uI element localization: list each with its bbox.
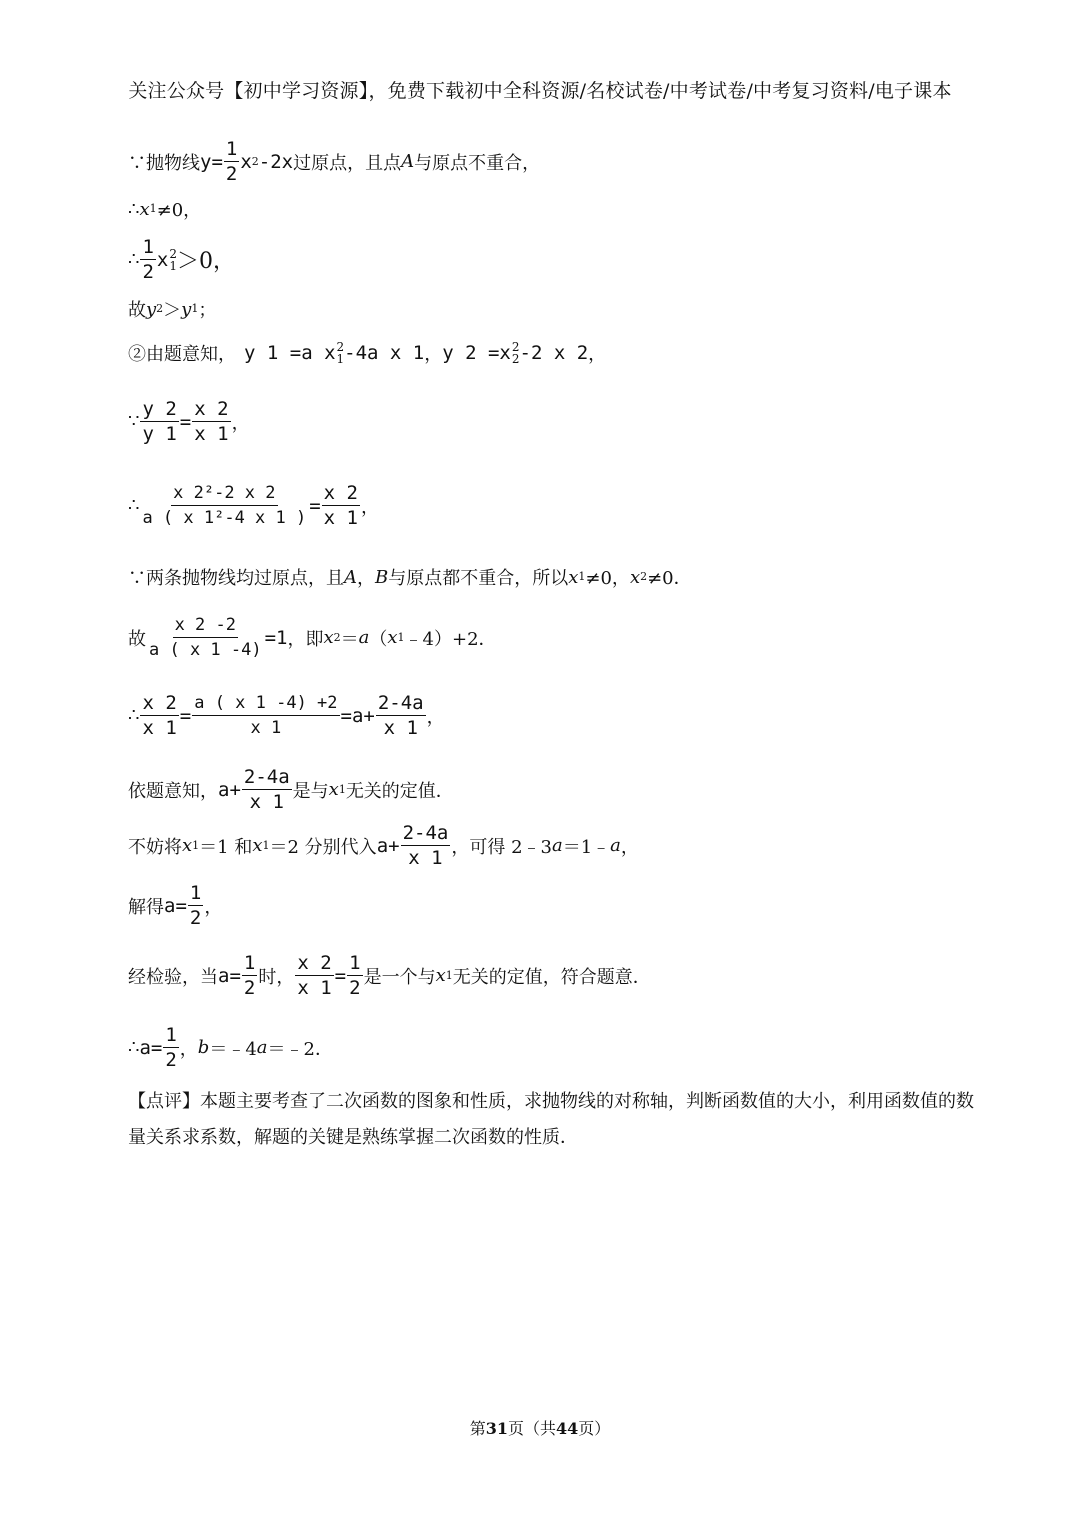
fraction	[140, 236, 155, 283]
numerator: x 2²-2 x 2	[171, 482, 277, 506]
text: ＝﹣4	[209, 1038, 257, 1060]
denominator: 2	[225, 163, 238, 185]
review-comment: 【点评】本题主要考查了二次函数的图象和性质，求抛物线的对称轴，判断函数值的大小，利用函数值的数量关系求系数，解题的关键是熟练掌握二次函数的性质．	[128, 1091, 974, 1148]
var-x: x	[435, 965, 446, 986]
subscript: 1	[169, 258, 177, 273]
var-x: x	[252, 835, 263, 856]
text: ＝1﹣	[562, 836, 611, 858]
numerator: 2-4a	[402, 822, 449, 844]
sup-sub	[169, 248, 177, 272]
var-x: x	[156, 248, 169, 271]
text: ＝1 和	[199, 836, 253, 858]
text: 无关的定值，符合题意．	[452, 966, 651, 988]
denominator: x 1	[142, 717, 177, 739]
equals: =	[179, 410, 192, 433]
fraction	[242, 766, 292, 813]
text: ≠0．	[647, 568, 692, 589]
text: ②由题意知，	[128, 344, 236, 365]
text: 故	[128, 300, 146, 321]
line-9: 故 $\frac{x 2 -2}{a ( x 1 -4)}$ =1 ，即 x 2 ＝ a （ x 1 ﹣4）+2．	[128, 615, 497, 660]
sup-sub	[337, 341, 345, 365]
line-5	[128, 340, 606, 366]
text: ＞	[163, 300, 182, 321]
numerator: 1	[165, 1024, 177, 1046]
numerator: 1	[189, 882, 202, 904]
fraction	[192, 398, 230, 445]
fraction	[140, 692, 178, 739]
var-a: a	[551, 835, 563, 856]
line-8: ∵两条抛物线均过原点，且 A ， B 与原点都不重合，所以 x 1 ≠0， x 2 ≠0．	[128, 564, 692, 590]
line-1: ∵抛物线 y= $\frac{1}{2}$ x 2 -2x 过原点，且点 A 与原点不重合，	[128, 138, 541, 185]
x-term: x	[240, 150, 252, 173]
equation-y2: y 2 =x	[442, 342, 511, 364]
text: 页）	[578, 1419, 611, 1438]
numerator: 2-4a	[377, 692, 424, 714]
therefore: ∴	[128, 705, 140, 726]
denominator: x 1	[194, 423, 229, 445]
line-14: 经检验，当 a= $\frac{1}{2}$ 时， $\frac{x 2}{x 1}$ = $\frac{1}{2}$ 是一个与 x 1 无关的定值，符合题意．	[128, 952, 651, 999]
text: ≠0，	[156, 200, 202, 221]
fraction	[147, 614, 264, 661]
fraction	[163, 1024, 178, 1071]
sup-sub	[512, 341, 520, 365]
text: ＝﹣2．	[267, 1038, 333, 1060]
text: ＝2 分别代入	[269, 836, 377, 858]
numerator: 1	[349, 952, 361, 974]
fraction	[347, 952, 362, 999]
equation-y2-tail: -2 x 2	[519, 342, 589, 364]
var-a: a	[610, 835, 621, 856]
var-y: y	[146, 298, 157, 320]
text: ，	[361, 496, 379, 518]
text: 与原点都不重合，所以	[388, 568, 569, 589]
fraction	[192, 692, 339, 739]
line-6	[128, 398, 250, 445]
text: ∵抛物线	[128, 152, 200, 174]
denominator: x 1	[383, 717, 418, 739]
var-a: a	[358, 627, 370, 648]
text: ；	[198, 300, 217, 321]
therefore: ∴	[128, 249, 140, 270]
denominator: 2	[349, 977, 361, 999]
denominator: a ( x 1 -4)	[149, 640, 262, 660]
text: 无关的定值．	[345, 780, 454, 802]
numerator: x 2	[323, 482, 358, 504]
line-7	[128, 482, 379, 529]
var-a: a	[256, 1037, 268, 1058]
therefore: ∴	[128, 198, 140, 220]
fraction	[140, 398, 178, 445]
fraction	[140, 482, 308, 529]
equals: =	[179, 704, 192, 727]
text: 时，	[258, 966, 295, 988]
page-footer	[0, 1416, 1080, 1439]
equals: =	[334, 964, 347, 987]
numerator: 1	[243, 952, 256, 974]
text: ＝	[340, 628, 359, 650]
line-12: 不妨将 x 1 ＝1 和 x 1 ＝2 分别代入 a+ $\frac{2-4a}{x 1}$ ，可得 2﹣3 a ＝1﹣ a ，	[128, 822, 639, 869]
fraction	[401, 822, 451, 869]
text: ，即	[287, 628, 324, 650]
equals-a-plus: =a+	[340, 704, 375, 727]
text: ∵两条抛物线均过原点，且	[128, 568, 344, 589]
fraction	[224, 138, 239, 185]
var-x: x	[323, 627, 334, 648]
text: 是一个与	[363, 966, 436, 988]
line-10	[128, 692, 445, 739]
line-3	[128, 236, 235, 283]
text: ﹣4）+2．	[404, 628, 497, 650]
var-y: y	[181, 298, 192, 320]
minus-term: -2x	[258, 150, 294, 173]
denominator: x 1	[250, 718, 282, 738]
text: 经检验，当	[128, 966, 218, 988]
point-a: A	[401, 151, 415, 172]
text: 依题意知，	[128, 780, 218, 802]
numerator: 2-4a	[243, 766, 290, 788]
line-15	[128, 1024, 333, 1071]
text: 不妨将	[128, 836, 182, 858]
equation-y1: y 1 =a x	[244, 342, 336, 364]
a-plus: a+	[218, 778, 241, 801]
text: 第	[469, 1419, 486, 1438]
denominator: a ( x 1²-4 x 1 )	[142, 508, 307, 528]
point-b: B	[375, 566, 389, 588]
equals: =	[309, 494, 321, 517]
therefore: ∴	[128, 1037, 140, 1058]
text: ，可得 2﹣3	[451, 836, 552, 858]
a-equals: a=	[218, 964, 241, 987]
equation-y1-tail: -4a x 1	[344, 342, 425, 364]
denominator: 2	[142, 261, 154, 283]
denominator: 2	[243, 977, 256, 999]
fraction	[376, 692, 426, 739]
a-equals: a=	[139, 1036, 163, 1059]
text: ≠0，	[585, 568, 630, 589]
a-equals: a=	[164, 894, 187, 917]
fraction	[295, 952, 333, 999]
denominator: x 1	[408, 847, 443, 869]
var-x: x	[568, 566, 579, 588]
equals-one: =1	[264, 626, 288, 649]
page-header: 关注公众号【初中学习资源】，免费下载初中全科资源/名校试卷/中考试卷/中考复习资料/电子课本	[128, 80, 952, 102]
denominator: x 1	[323, 507, 358, 529]
text: 是与	[292, 780, 329, 802]
denominator: x 1	[249, 791, 284, 813]
point-a: A	[344, 566, 357, 588]
exponent: 2	[511, 340, 520, 354]
denominator: x 1	[297, 977, 332, 999]
numerator: 1	[225, 138, 238, 160]
var-x: x	[629, 566, 641, 588]
var-x: x	[328, 779, 339, 800]
exponent: 2	[169, 246, 177, 261]
numerator: x 2	[297, 952, 332, 974]
a-plus: a+	[376, 834, 400, 857]
text: ，	[426, 706, 445, 728]
var-x: x	[387, 627, 398, 648]
var-x: x	[139, 198, 150, 220]
text: （	[369, 628, 388, 650]
line-4: 故 y 2 ＞ y 1 ；	[128, 296, 216, 322]
numerator: a ( x 1 -4) +2	[192, 692, 339, 716]
subscript: 2	[511, 352, 520, 366]
text: 页（共	[507, 1419, 556, 1438]
therefore: ∴	[128, 495, 140, 516]
text: ，	[179, 1038, 198, 1060]
fraction	[242, 952, 257, 999]
text: 过原点，且点	[293, 152, 402, 174]
text: ＞0，	[177, 249, 235, 274]
numerator: x 2	[142, 692, 177, 714]
text: ，	[620, 836, 639, 858]
text: ，	[588, 344, 607, 365]
fraction	[322, 482, 360, 529]
current-page: 31	[485, 1419, 508, 1438]
text: 故	[128, 628, 146, 650]
because: ∵	[128, 411, 140, 432]
numerator: y 2	[142, 398, 177, 420]
line-11: 依题意知， a+ $\frac{2-4a}{x 1}$ 是与 x 1 无关的定值．	[128, 766, 454, 813]
subscript: 1	[336, 352, 345, 366]
numerator: x 2 -2	[173, 614, 238, 638]
text: ，	[204, 896, 223, 918]
line-2: ∴ x 1 ≠0，	[128, 196, 201, 222]
var-b: b	[197, 1037, 210, 1058]
fraction	[188, 882, 203, 929]
total-pages: 44	[556, 1419, 579, 1438]
numerator: 1	[142, 236, 154, 258]
denominator: y 1	[142, 423, 177, 445]
text: ，	[357, 568, 375, 589]
numerator: x 2	[194, 398, 229, 420]
text: 解得	[128, 896, 164, 918]
var-x: x	[182, 835, 193, 856]
eq-y: y=	[200, 150, 223, 173]
denominator: 2	[165, 1049, 177, 1071]
text: ，	[231, 412, 250, 434]
text: 与原点不重合，	[414, 152, 541, 174]
exponent: 2	[336, 340, 345, 354]
denominator: 2	[189, 907, 202, 929]
text: ，	[424, 344, 443, 365]
line-13	[128, 882, 222, 929]
